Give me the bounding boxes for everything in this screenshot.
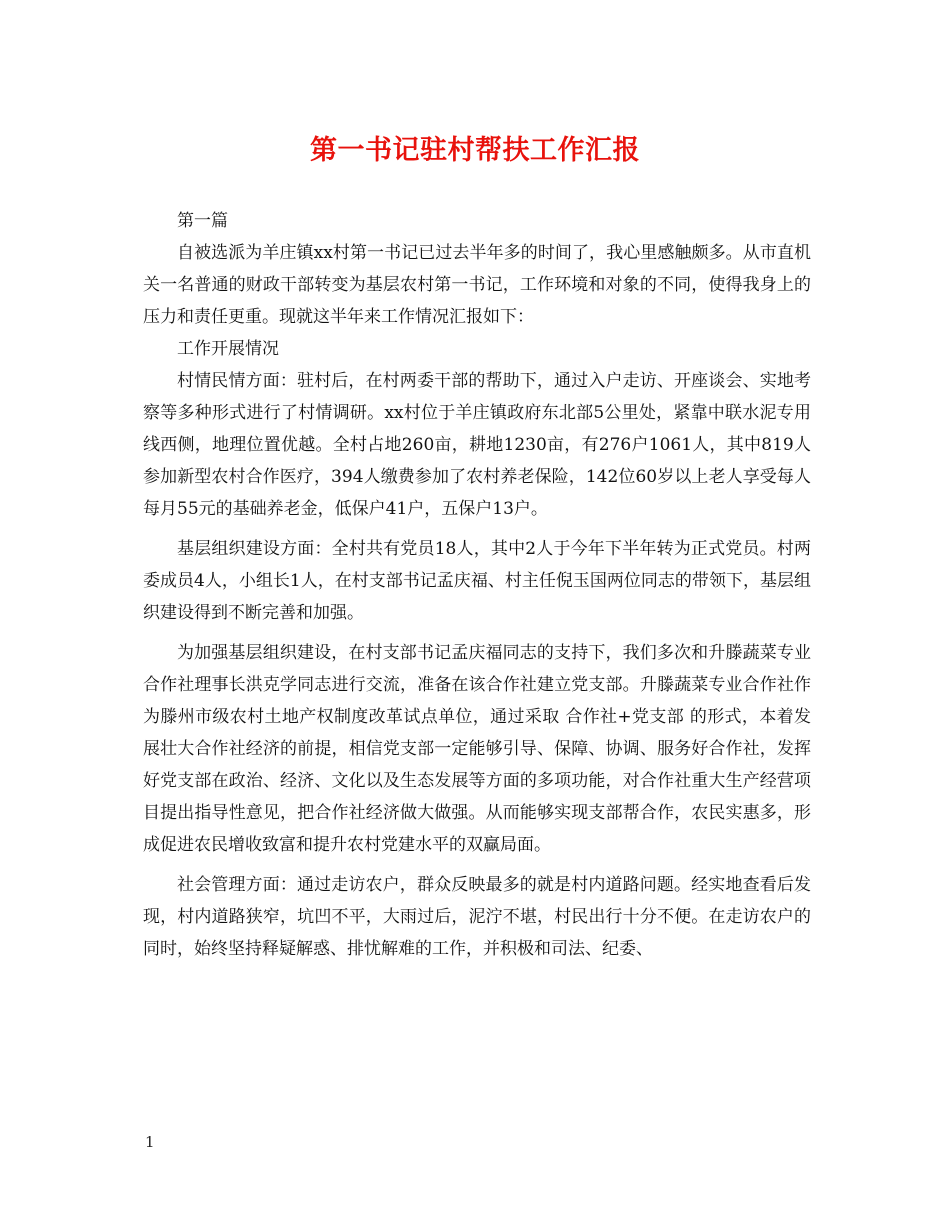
paragraph-social-management: 社会管理方面：通过走访农户，群众反映最多的就是村内道路问题。经实地查看后发现，村内道路狭窄，坑凹不平，大雨过后，泥泞不堪，村民出行十分不便。在走访农户的同时，始终坚持释疑解惑、排忧解难的工作，并积极和司法、纪委、 [143,875,811,959]
document-body [143,205,811,965]
document-title: 第一书记驻村帮扶工作汇报 [310,135,640,166]
paragraph-intro: 自被选派为羊庄镇xx村第一书记已过去半年多的时间了，我心里感触颇多。从市直机关一名普通的财政干部转变为基层农村第一书记，工作环境和对象的不同，使得我身上的压力和责任更重。现就这半年来工作情况汇报如下： [143,243,811,327]
paragraph-grassroots-organization: 基层组织建设方面：全村共有党员18人，其中2人于今年下半年转为正式党员。村两委成员4人，小组长1人，在村支部书记孟庆福、村主任倪玉国两位同志的带领下，基层组织建设得到不断完善和加强。 [143,539,811,623]
page-number: 1 [145,1133,155,1151]
paragraph-subheading: 工作开展情况 [177,339,279,359]
paragraph-party-branch-building: 为加强基层组织建设，在村支部书记孟庆福同志的支持下，我们多次和升滕蔬菜专业合作社理事长洪克学同志进行交流，准备在该合作社建立党支部。升滕蔬菜专业合作社作为滕州市级农村土地产权制度改革试点单位，通过采取 合作社+党支部 的形式，本着发展壮大合作社经济的前提，相信党支部一定能够引导、保障、协调、服务好合作社，发挥好党支部在政治、经济、文化以及生态发展等方面的多项功能，对合作社重大生产经营项目提出指导性意见，把合作社经济做大做强。从而能够实现支部帮合作，农民实惠多，形成促进农民增收致富和提升农村党建水平的双赢局面。 [143,643,811,855]
paragraph-village-situation: 村情民情方面：驻村后，在村两委干部的帮助下，通过入户走访、开座谈会、实地考察等多种形式进行了村情调研。xx村位于羊庄镇政府东北部5公里处，紧靠中联水泥专用线西侧，地理位置优越。全村占地260亩，耕地1230亩，有276户1061人，其中819人参加新型农村合作医疗，394人缴费参加了农村养老保险，142位60岁以上老人享受每人每月55元的基础养老金，低保户41户，五保户13户。 [143,371,811,519]
paragraph-section-heading: 第一篇 [177,211,228,231]
